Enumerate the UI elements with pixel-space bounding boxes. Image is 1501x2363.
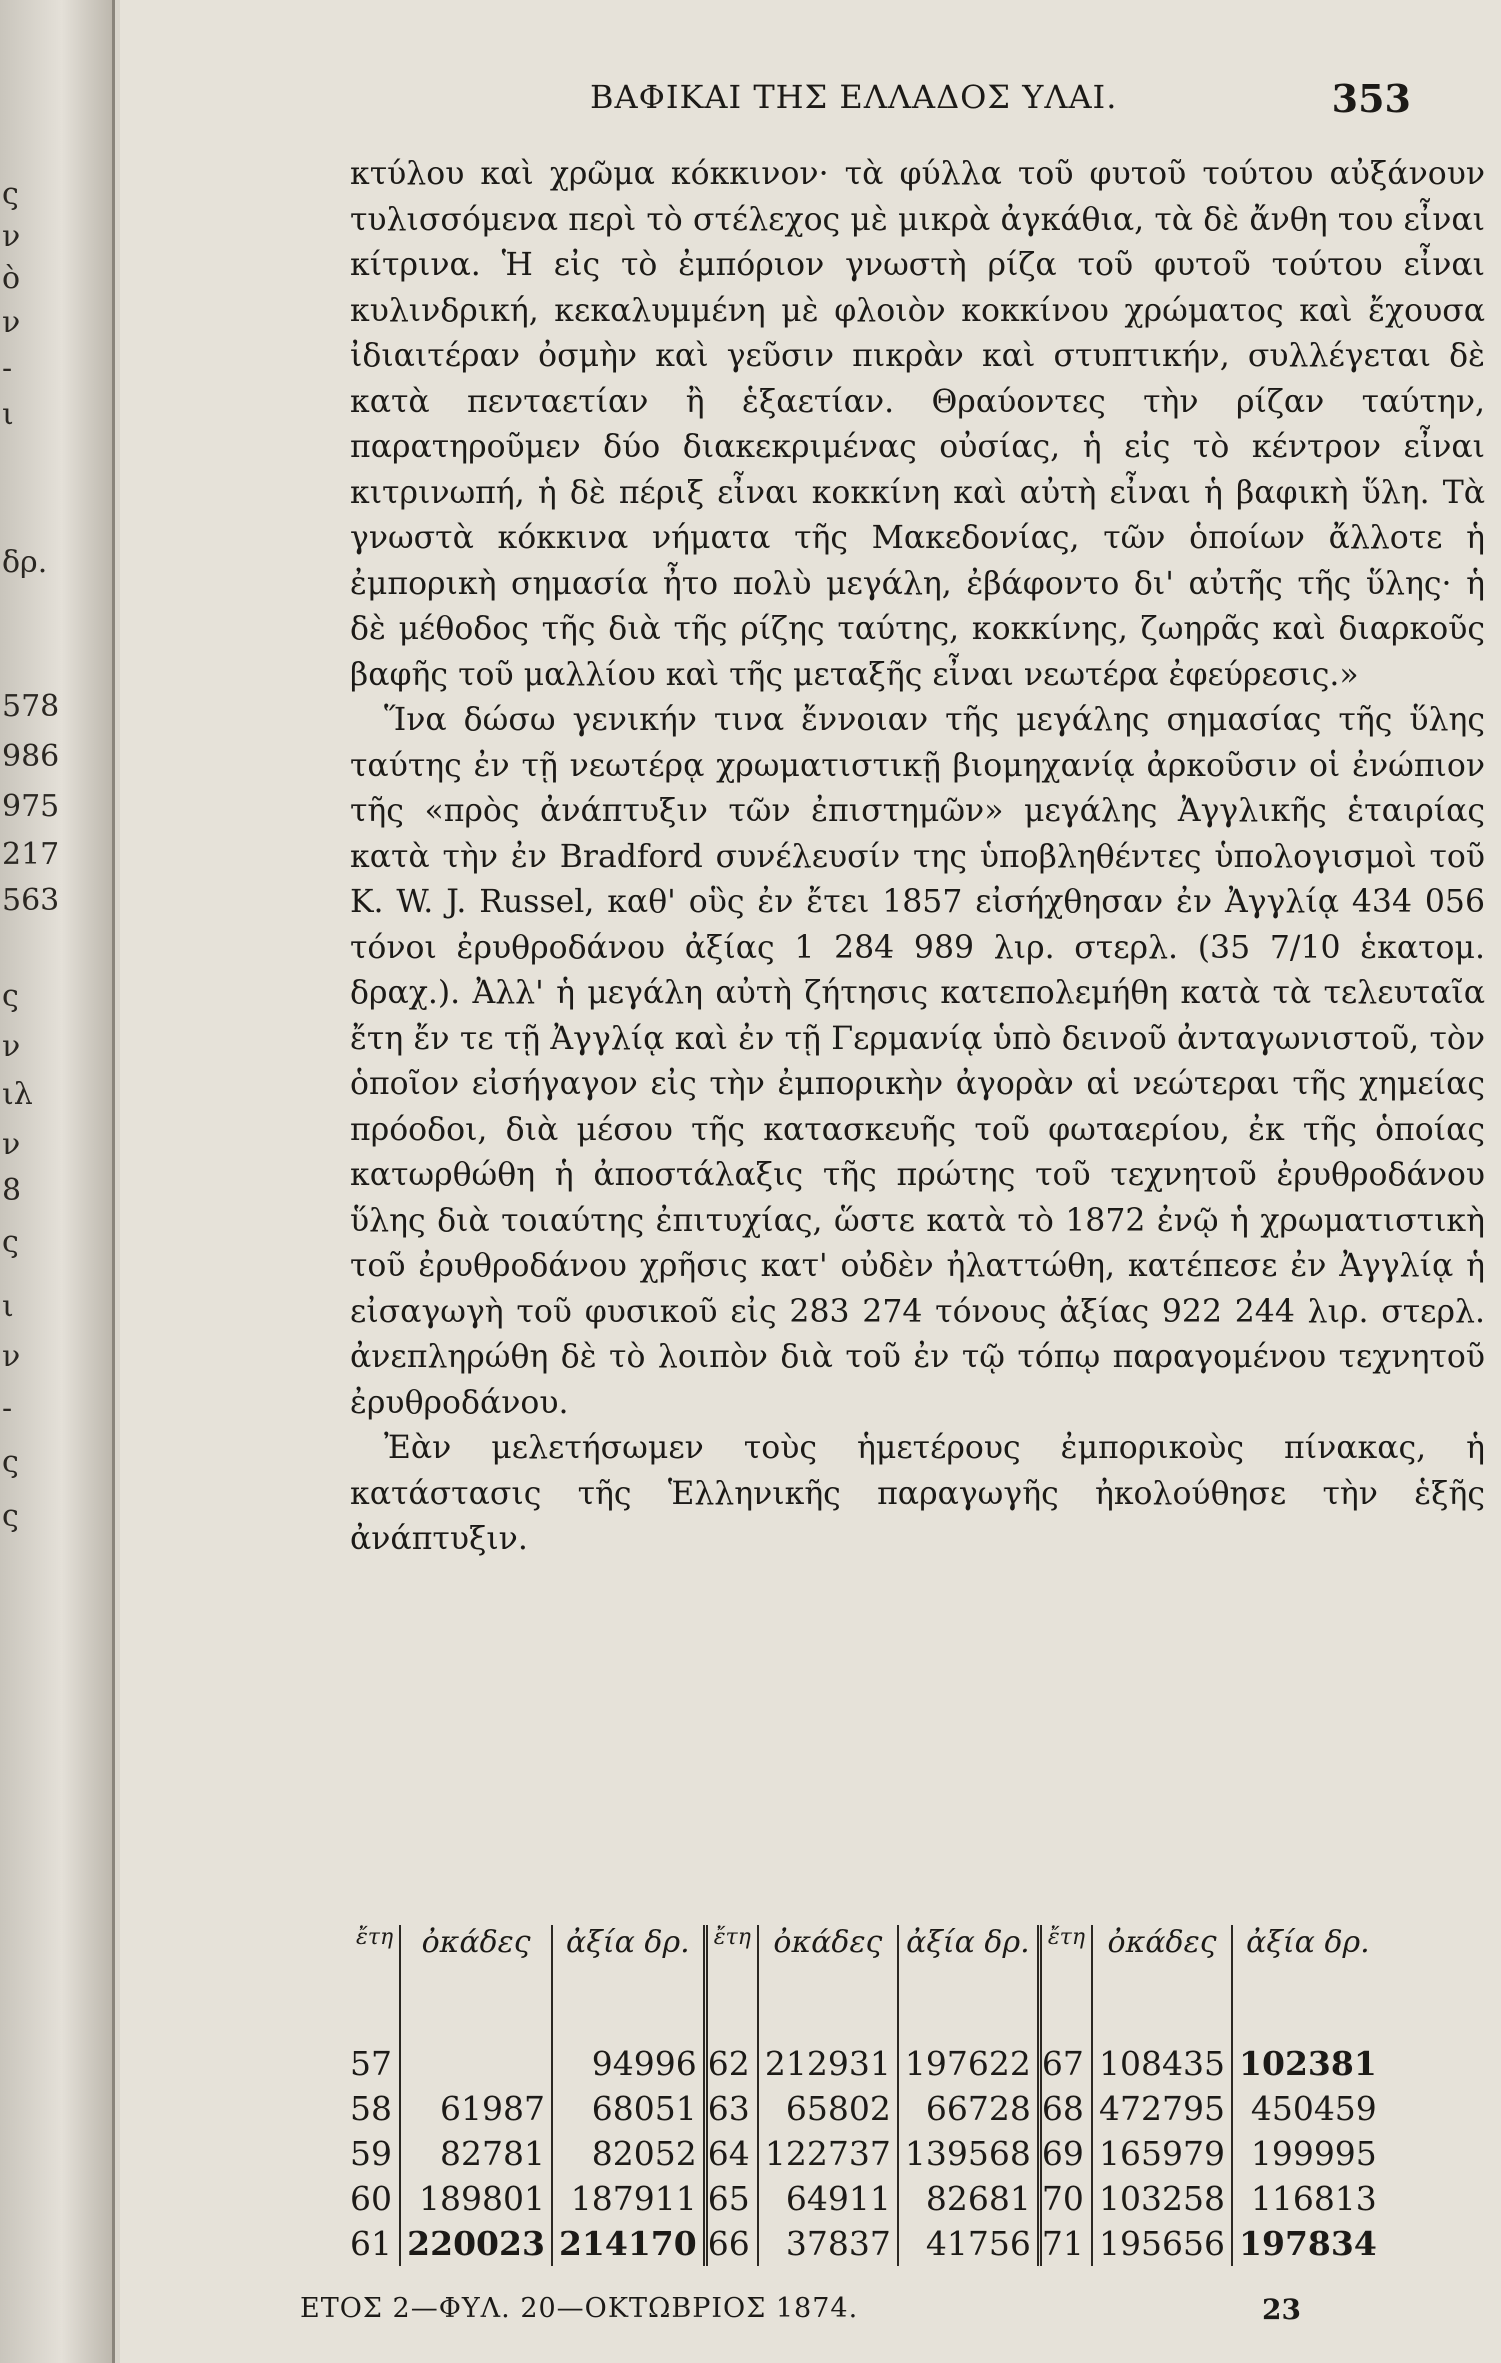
value-cell: 189801 xyxy=(400,2176,552,2221)
paragraph-2: Ἵνα δώσω γενικήν τινα ἔννοιαν τῆς μεγάλης σημασίας τῆς ὕλης ταύτης ἐν τῇ νεωτέρᾳ χρωματιστικῇ βιομηχανίᾳ ἀρκοῦσιν οἱ ἐνώπιον τῆς «πρὸς ἀνάπτυξιν τῶν ἐπιστημῶν» μεγάλης Ἀγγλικῆς ἑταιρίας κατὰ τὴν ἐν Bradford συνέλευσίν της ὑποβληθέντες ὑπολογισμοὶ τοῦ K. W. J. Russel, καθ' οὓς ἐν ἔτει 1857 εἰσήχθησαν ἐν Ἀγγλίᾳ 434 056 τόνοι ἐρυθροδάνου ἀξίας 1 284 989 λιρ. στερλ. (35 7/10 ἑκατομ. δραχ.). Ἀλλ' ἡ μεγάλη αὐτὴ ζήτησις κατεπολεμήθη κατὰ τὰ τελευταῖα ἔτη ἔν τε τῇ Ἀγγλίᾳ καὶ ἐν τῇ Γερμανίᾳ ὑπὸ δεινοῦ ἀνταγωνιστοῦ, τὸν ὁποῖον εἰσήγαγον εἰς τὴν ἐμπορικὴν ἀγορὰν αἱ νεώτεραι τῆς χημείας πρόοδοι, διὰ μέσου τῆς κατασκευῆς τοῦ φωταερίου, ἐκ τῆς ὁποίας κατωρθώθη ἡ ἀποστάλαξις τῆς πρώτης τοῦ τεχνητοῦ ἐρυθροδάνου ὕλης διὰ τοιαύτης ἐπιτυχίας, ὥστε κατὰ τὸ 1872 ἐνῷ ἡ χρωματιστικὴ τοῦ ἐρυθροδάνου χρῆσις κατ' οὐδὲν ἠλαττώθη, κατέπεσε ἐν Ἀγγλίᾳ ἡ εἰσαγωγὴ τοῦ φυσικοῦ εἰς 283 274 τόνους ἀξίας 922 244 λιρ. στερλ. ἀνεπληρώθη δὲ τὸ λοιπὸν διὰ τοῦ ἐν τῷ τόπῳ παραγομένου τεχνητοῦ ἐρυθροδάνου. xyxy=(350,702,1485,1421)
table-header-cell: ὀκάδες xyxy=(1092,1925,1232,2017)
margin-fragment: ς xyxy=(2,1445,19,1480)
table-row xyxy=(350,2017,1383,2086)
year-cell: 58 xyxy=(350,2089,392,2128)
value-cell: 116813 xyxy=(1232,2176,1383,2221)
value-cell: 197834 xyxy=(1232,2221,1383,2266)
value-cell: 94996 xyxy=(552,2017,705,2086)
value-cell: 82052 xyxy=(552,2131,705,2176)
year-cell: 57 xyxy=(350,2044,392,2083)
year-cell: 70 xyxy=(1039,2176,1092,2221)
table-header-cell: ἀξία δρ. xyxy=(1232,1925,1383,2017)
margin-fragment: ν xyxy=(2,1127,21,1162)
value-cell: 82681 xyxy=(898,2176,1039,2221)
value-cell: 61987 xyxy=(400,2086,552,2131)
table-row xyxy=(350,2131,1383,2176)
value-cell: 68051 xyxy=(552,2086,705,2131)
value-cell: 165979 xyxy=(1092,2131,1232,2176)
year-cell: 66 xyxy=(705,2221,758,2266)
year-cell: 63 xyxy=(705,2086,758,2131)
value-cell: 187911 xyxy=(552,2176,705,2221)
year-cell: 68 xyxy=(1039,2086,1092,2131)
page-footer xyxy=(300,2293,1301,2333)
table-row xyxy=(350,2176,1383,2221)
margin-fragment: δρ. xyxy=(2,545,48,580)
margin-fragment: ς xyxy=(2,177,19,212)
paragraph-3: Ἐὰν μελετήσωμεν τοὺς ἡμετέρους ἐμπορικοὺς πίνακας, ἡ κατάστασις τῆς Ἑλληνικῆς παραγωγῆς ἠκολούθησε τὴν ἑξῆς ἀνάπτυξιν. xyxy=(350,1430,1485,1557)
paragraph-1: κτύλου καὶ χρῶμα κόκκινον· τὰ φύλλα τοῦ φυτοῦ τούτου αὐξάνουν τυλισσόμενα περὶ τὸ στέλεχος μὲ μικρὰ ἀγκάθια, τὰ δὲ ἄνθη του εἶναι κίτρινα. Ἡ εἰς τὸ ἐμπόριον γνωστὴ ρίζα τοῦ φυτοῦ τούτου εἶναι κυλινδρική, κεκαλυμμένη μὲ φλοιὸν κοκκίνου χρώματος καὶ ἔχουσα ἰδιαιτέραν ὀσμὴν καὶ γεῦσιν πικρὰν καὶ στυπτικήν, συλλέγεται δὲ κατὰ πενταετίαν ἢ ἑξαετίαν. Θραύοντες τὴν ρίζαν ταύτην, παρατηροῦμεν δύο διακεκριμένας οὐσίας, ἡ εἰς τὸ κέντρον εἶναι κιτρινωπή, ἡ δὲ πέριξ εἶναι κοκκίνη καὶ αὐτὴ εἶναι ἡ βαφικὴ ὕλη. Τὰ γνωστὰ κόκκινα νήματα τῆς Μακεδονίας, τῶν ὁποίων ἄλλοτε ἡ ἐμπορικὴ σημασία ἦτο πολὺ μεγάλη, ἐβάφοντο δι' αὐτῆς τῆς ὕλης· ἡ δὲ μέθοδος τῆς διὰ τῆς ρίζης ταύτης, κοκκίνης, ζωηρᾶς καὶ διαρκοῦς βαφῆς τοῦ μαλλίου καὶ τῆς μεταξῆς εἶναι νεωτέρα ἐφεύρεσις.» xyxy=(350,156,1485,693)
value-cell: 472795 xyxy=(1092,2086,1232,2131)
value-cell: 214170 xyxy=(552,2221,705,2266)
production-table xyxy=(350,1925,1383,2266)
margin-fragment: ν xyxy=(2,1339,21,1374)
year-cell: 65 xyxy=(705,2176,758,2221)
margin-fragment: ι xyxy=(2,1289,14,1324)
value-cell: 65802 xyxy=(758,2086,898,2131)
margin-fragment: - xyxy=(2,351,13,386)
year-cell: 61 xyxy=(350,2224,392,2263)
year-cell: 62 xyxy=(705,2017,758,2086)
value-cell: 195656 xyxy=(1092,2221,1232,2266)
value-cell: 197622 xyxy=(898,2017,1039,2086)
body-text xyxy=(350,152,1485,1563)
year-cell: 69 xyxy=(1039,2131,1092,2176)
table-header-cell: ἔτη xyxy=(356,1925,394,1950)
value-cell xyxy=(400,2017,552,2086)
value-cell: 102381 xyxy=(1232,2017,1383,2086)
value-cell: 139568 xyxy=(898,2131,1039,2176)
value-cell: 199995 xyxy=(1232,2131,1383,2176)
value-cell: 37837 xyxy=(758,2221,898,2266)
margin-fragment: ν xyxy=(2,305,21,340)
table-header-cell: ὀκάδες xyxy=(400,1925,552,2017)
table-header-cell: ἀξία δρ. xyxy=(552,1925,705,2017)
margin-fragment: - xyxy=(2,1391,13,1426)
margin-fragment: ὸ xyxy=(2,261,21,296)
margin-fragment: 986 xyxy=(2,739,60,774)
margin-fragment: ιλ xyxy=(2,1077,33,1112)
running-title: ΒΑΦΙΚΑΙ ΤΗΣ ΕΛΛΑΔΟΣ ΥΛΑΙ. xyxy=(590,78,1118,116)
adjacent-page-margin xyxy=(0,0,115,2363)
margin-fragment: ς xyxy=(2,1225,19,1260)
margin-fragment: 8 xyxy=(2,1173,22,1208)
margin-fragment: 975 xyxy=(2,789,60,824)
value-cell: 66728 xyxy=(898,2086,1039,2131)
margin-fragment: ς xyxy=(2,979,19,1014)
table-row xyxy=(350,2086,1383,2131)
value-cell: 108435 xyxy=(1092,2017,1232,2086)
year-cell: 71 xyxy=(1039,2221,1092,2266)
margin-fragment: ν xyxy=(2,219,21,254)
margin-fragment: 563 xyxy=(2,883,60,918)
table-header-cell: ὀκάδες xyxy=(758,1925,898,2017)
value-cell: 103258 xyxy=(1092,2176,1232,2221)
year-cell: 67 xyxy=(1039,2017,1092,2086)
running-head xyxy=(590,78,1411,126)
value-cell: 212931 xyxy=(758,2017,898,2086)
value-cell: 450459 xyxy=(1232,2086,1383,2131)
year-cell: 64 xyxy=(705,2131,758,2176)
value-cell: 64911 xyxy=(758,2176,898,2221)
year-cell: 60 xyxy=(350,2179,392,2218)
table-row xyxy=(350,2221,1383,2266)
margin-fragment: ς xyxy=(2,1499,19,1534)
margin-fragment: ι xyxy=(2,397,14,432)
journal-footer-line: ΕΤΟΣ 2—ΦΥΛ. 20—ΟΚΤΩΒΡΙΟΣ 1874. xyxy=(300,2293,859,2324)
value-cell: 220023 xyxy=(400,2221,552,2266)
value-cell: 82781 xyxy=(400,2131,552,2176)
table-header-row xyxy=(350,1925,1383,2017)
margin-fragment: ν xyxy=(2,1029,21,1064)
table-header-cell: ἀξία δρ. xyxy=(898,1925,1039,2017)
page-number: 353 xyxy=(1331,76,1411,121)
table-header-cell: ἔτη xyxy=(705,1925,758,2017)
value-cell: 122737 xyxy=(758,2131,898,2176)
table-header-cell: ἔτη xyxy=(1039,1925,1092,2017)
margin-fragment: 217 xyxy=(2,837,60,872)
margin-fragment: 578 xyxy=(2,689,60,724)
signature-mark: 23 xyxy=(1262,2293,1301,2326)
year-cell: 59 xyxy=(350,2134,392,2173)
value-cell: 41756 xyxy=(898,2221,1039,2266)
